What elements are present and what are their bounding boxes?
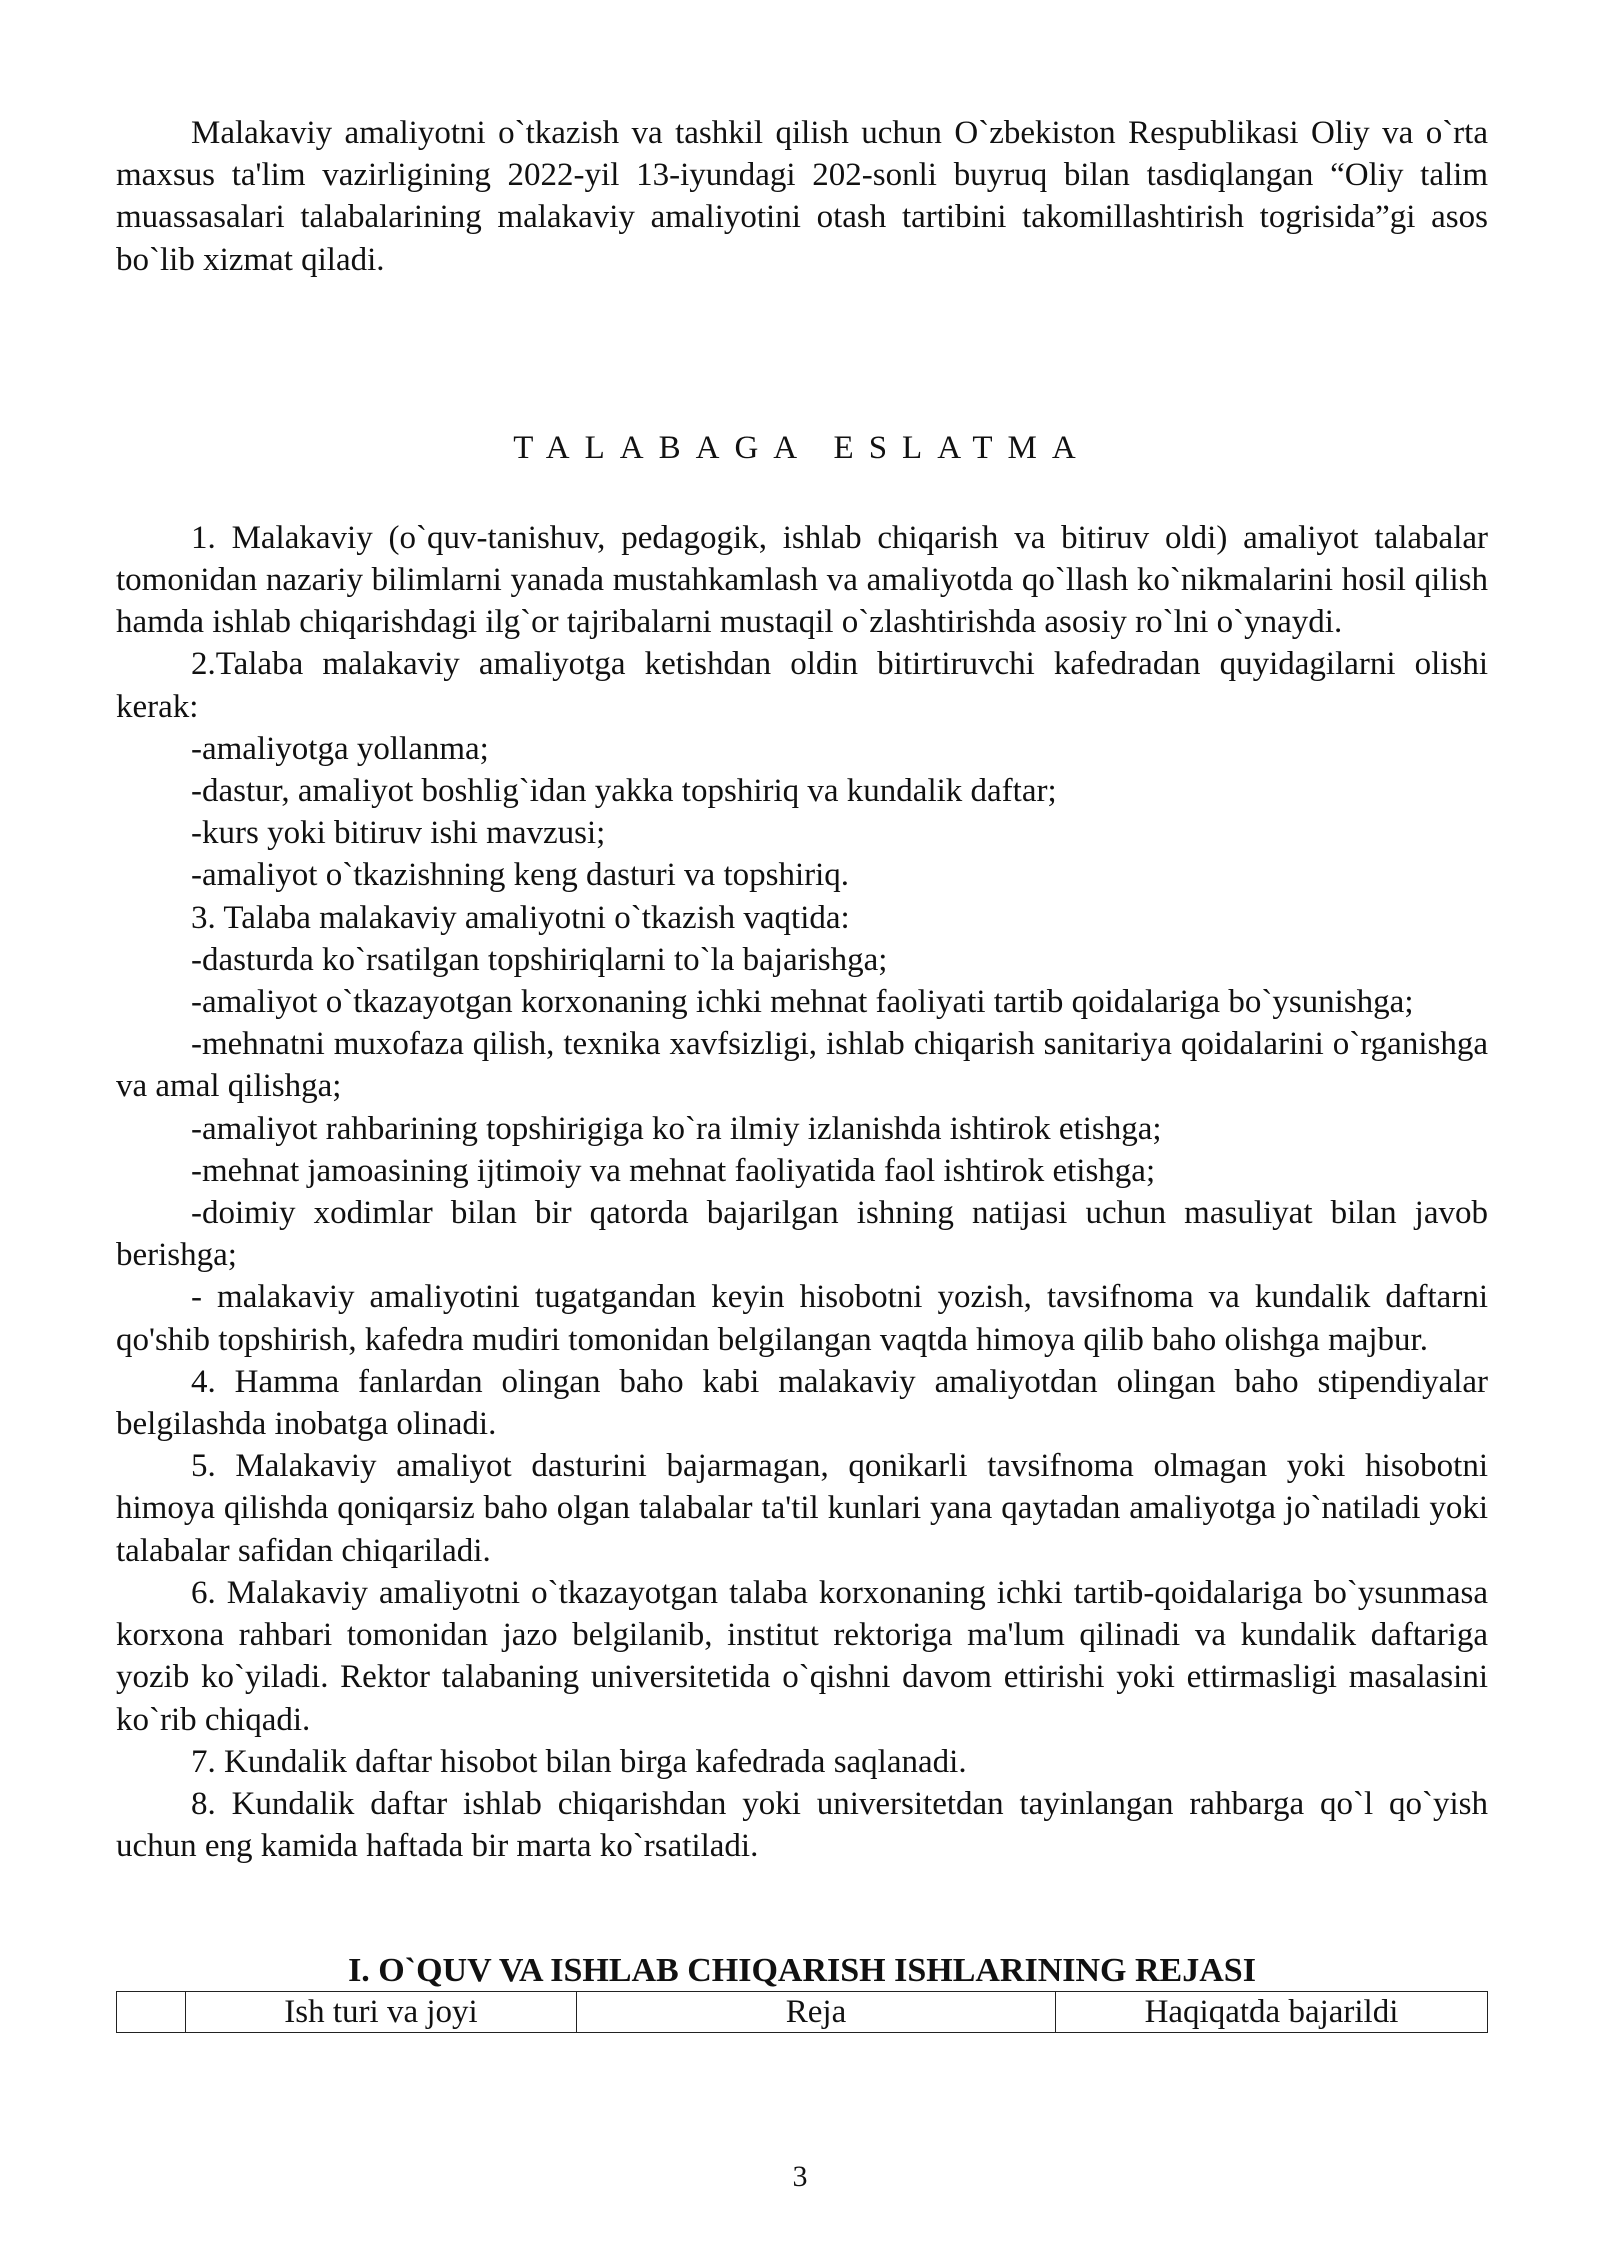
memo-item-4: 4. Hamma fanlardan olingan baho kabi malakaviy amaliyotdan olingan baho stipendiyalar belgilashda inobatga olinadi. bbox=[116, 1363, 1488, 1443]
memo-subitem: - malakaviy amaliyotini tugatgandan keyin hisobotni yozish, tavsifnoma va kundalik daftarni qo'shib topshirish, kafedra mudiri tomonidan belgilangan vaqtda himoya qilib baho olishga majbur. bbox=[116, 1279, 1488, 1358]
memo-item-1: 1. Malakaviy (o`quv-tanishuv, pedagogik, ishlab chiqarish va bitiruv oldi) amaliyot talabalar tomonidan nazariy bilimlarni yanada mustahkamlash va amaliyotda qo`llash ko`nikmalarini hosil qilish hamda ishlab chiqarishdagi ilg`or tajribalarni mustaqil o`zlashtirishda asosiy ro`lni o`ynaydi. bbox=[116, 519, 1488, 641]
memo-item-6: 6. Malakaviy amaliyotni o`tkazayotgan talaba korxonaning ichki tartib-qoidalariga bo`ysunmasa korxona rahbari tomonidan jazo belgilanib, institut rektoriga ma'lum qilinadi va kundalik daftariga yozib ko`yiladi. Rektor talabaning universitetida o`qishni davom ettirishi yoki ettirmasligi masalasini ko`rib chiqadi. bbox=[116, 1574, 1488, 1738]
section-title: I. O`QUV VA ISHLAB CHIQARISH ISHLARINING REJASI bbox=[348, 1952, 1256, 1990]
memo-item-8: 8. Kundalik daftar ishlab chiqarishdan yoki universitetdan tayinlangan rahbarga qo`l qo`yish uchun eng kamida haftada bir marta ko`rsatiladi. bbox=[116, 1785, 1488, 1865]
memo-heading: TALABAGA ESLATMA bbox=[513, 429, 1091, 466]
memo-subitem: -mehnatni muxofaza qilish, texnika xavfsizligi, ishlab chiqarish sanitariya qoidalarini o`rganishga va amal qilishga; bbox=[116, 1026, 1488, 1105]
memo-item-3: 3. Talaba malakaviy amaliyotni o`tkazish vaqtida: bbox=[191, 899, 850, 936]
memo-subitem: -mehnat jamoasining ijtimoiy va mehnat faoliyatida faol ishtirok etishga; bbox=[191, 1152, 1156, 1189]
memo-item-2: 2.Talaba malakaviy amaliyotga ketishdan oldin bitirtiruvchi kafedradan quyidagilarni olishi kerak: bbox=[116, 646, 1488, 725]
table-header-row bbox=[117, 1992, 1488, 2033]
page-number: 3 bbox=[792, 2160, 808, 2193]
table-header-plan: Reja bbox=[577, 1992, 1056, 2033]
memo-subitem: -amaliyotga yollanma; bbox=[191, 730, 489, 767]
table-header-index bbox=[117, 1992, 186, 2033]
memo-subitem: -doimiy xodimlar bilan bir qatorda bajarilgan ishning natijasi uchun masuliyat bilan javob berishga; bbox=[116, 1195, 1488, 1274]
table-header-work-type: Ish turi va joyi bbox=[186, 1992, 577, 2033]
plan-table bbox=[116, 1991, 1488, 2033]
memo-subitem: -amaliyot rahbarining topshirigiga ko`ra ilmiy izlanishda ishtirok etishga; bbox=[191, 1110, 1162, 1147]
memo-item-5: 5. Malakaviy amaliyot dasturini bajarmagan, qonikarli tavsifnoma olmagan yoki hisobotni himoya qilishda qoniqarsiz baho olgan talabalar ta'til kunlari yana qaytadan amaliyotga jo`natiladi yoki talabalar safidan chiqariladi. bbox=[116, 1448, 1488, 1569]
memo-subitem: -amaliyot o`tkazishning keng dasturi va topshiriq. bbox=[191, 857, 850, 894]
document-page bbox=[116, 112, 1488, 2033]
table-header-done: Haqiqatda bajarildi bbox=[1056, 1992, 1488, 2033]
intro-paragraph: Malakaviy amaliyotni o`tkazish va tashkil qilish uchun O`zbekiston Respublikasi Oliy va o`rta maxsus ta'lim vazirligining 2022-yil 13-iyundagi 202-sonli buyruq bilan tasdiqlangan “Oliy talim muassasalari talabalarining malakaviy amaliyotini otash tartibini takomillashtirish togrisida”gi asos bo`lib xizmat qiladi. bbox=[116, 115, 1488, 278]
memo-item-7: 7. Kundalik daftar hisobot bilan birga kafedrada saqlanadi. bbox=[191, 1743, 967, 1780]
memo-subitem: -kurs yoki bitiruv ishi mavzusi; bbox=[191, 815, 606, 852]
memo-subitem: -dastur, amaliyot boshlig`idan yakka topshiriq va kundalik daftar; bbox=[191, 773, 1057, 810]
memo-subitem: -dasturda ko`rsatilgan topshiriqlarni to`la bajarishga; bbox=[191, 941, 888, 978]
memo-subitem: -amaliyot o`tkazayotgan korxonaning ichki mehnat faoliyati tartib qoidalariga bo`ysunishga; bbox=[191, 984, 1414, 1021]
